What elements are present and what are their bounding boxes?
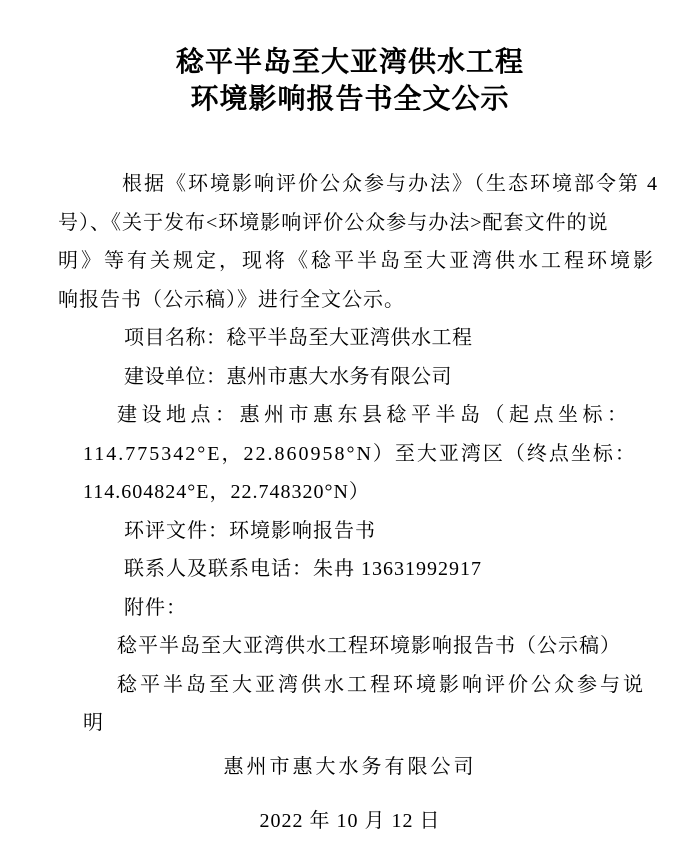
- location-line-2: 114.775342°E，22.860958°N）至大亚湾区（终点坐标：: [83, 442, 637, 465]
- signature-block: [0, 748, 700, 841]
- intro-line-1: 根据《环境影响评价公众参与办法》（生态环境部令第 4: [122, 173, 659, 195]
- title-line-1: 稔平半岛至大亚湾供水工程: [175, 47, 524, 78]
- location-line-1: 建设地点：惠州市惠东县稔平半岛（起点坐标：: [117, 404, 632, 426]
- construction-unit-line: 建设单位：惠州市惠大水务有限公司: [124, 365, 452, 388]
- location-line-3: 114.604824°E，22.748320°N）: [83, 481, 370, 503]
- intro-line-4: 响报告书（公示稿）》进行全文公示。: [58, 288, 405, 311]
- document-body: [0, 165, 700, 743]
- intro-line-2: 号）、《关于发布<环境影响评价公众参与办法>配套文件的说: [58, 211, 609, 234]
- project-name-line: 项目名称：稔平半岛至大亚湾供水工程: [124, 327, 473, 349]
- intro-line-3: 明》等有关规定，现将《稔平半岛至大亚湾供水工程环境影: [58, 250, 656, 272]
- contact-line: 联系人及联系电话：朱冉 13631992917: [124, 558, 482, 580]
- attachments-label: 附件：: [124, 596, 187, 619]
- signature-company: 惠州市惠大水务有限公司: [223, 755, 477, 778]
- title-line-2: 环境影响报告书全文公示: [190, 84, 510, 115]
- attachment-1-line: 稔平半岛至大亚湾供水工程环境影响报告书（公示稿）: [117, 635, 621, 657]
- eia-document-line: 环评文件：环境影响报告书: [124, 519, 376, 542]
- document-title: [0, 44, 700, 118]
- attachment-2-line-1: 稔平半岛至大亚湾供水工程环境影响评价公众参与说: [117, 673, 646, 696]
- attachment-2-line-2: 明: [83, 712, 104, 734]
- signature-date: 2022 年 10 月 12 日: [259, 810, 441, 832]
